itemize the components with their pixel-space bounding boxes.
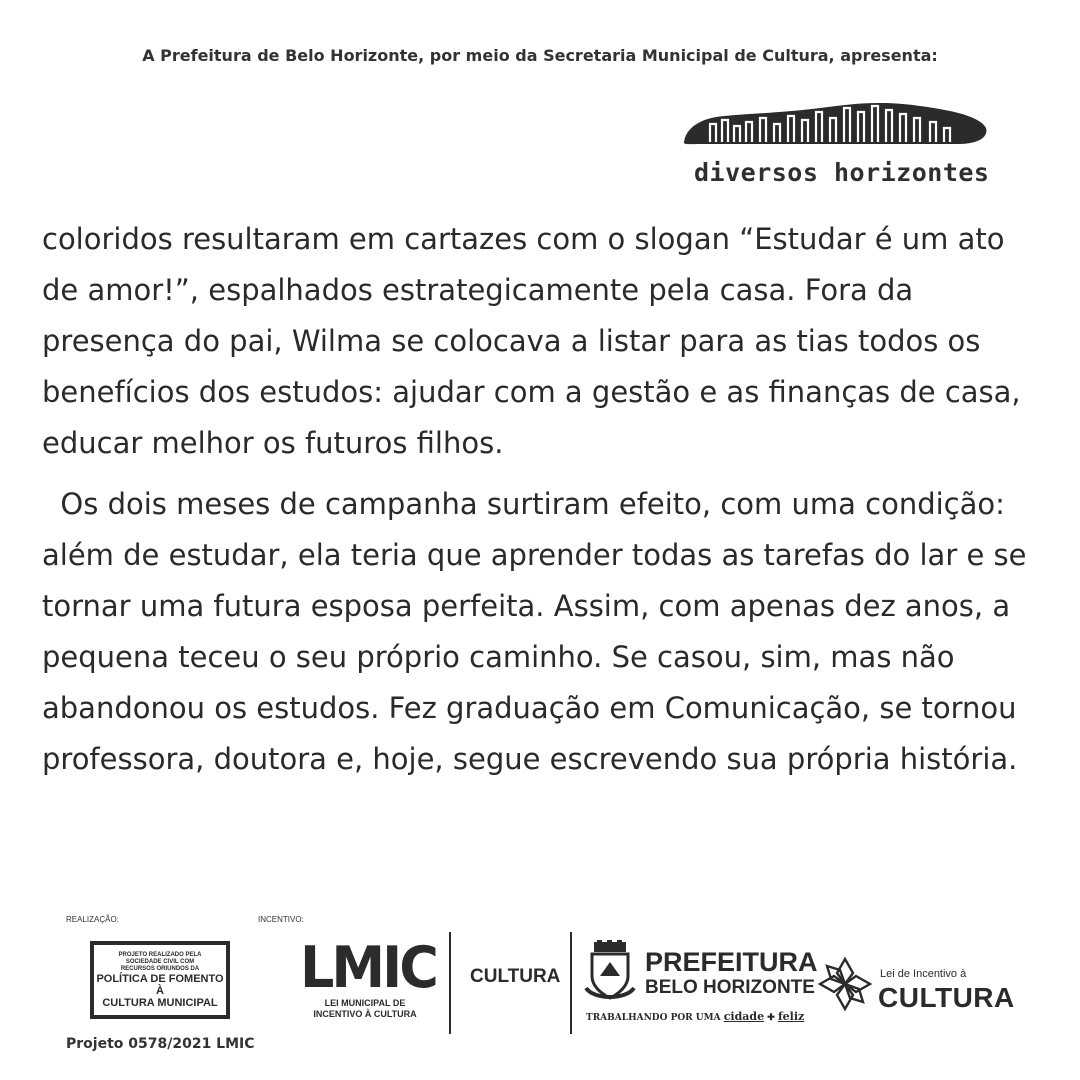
skyline-wave-icon xyxy=(680,98,990,160)
lei-incentivo-small: Lei de Incentivo à xyxy=(880,968,967,980)
paragraph-2 xyxy=(42,479,1042,785)
brand-logo xyxy=(680,98,990,190)
slogan-part: TRABALHANDO POR UMA xyxy=(586,1013,721,1023)
text-line: presença do pai, Wilma se colocava a listar para as tias todos os xyxy=(42,324,981,358)
paragraph-1 xyxy=(42,214,1042,469)
text-line: coloridos resultaram em cartazes com o slogan “Estudar é um ato xyxy=(42,222,1005,256)
lmic-subtitle-1: LEI MUNICIPAL DE xyxy=(324,998,406,1008)
lei-incentivo-big: CULTURA xyxy=(878,982,1015,1013)
text-line: além de estudar, ela teria que aprender todas as tarefas do lar e se xyxy=(42,538,1027,572)
plus-icon: ✚ xyxy=(767,1013,775,1023)
project-code: Projeto 0578/2021 LMIC xyxy=(66,1036,255,1052)
text-line: benefícios dos estudos: ajudar com a gestão e as finanças de casa, xyxy=(42,375,1021,409)
text-line: professora, doutora e, hoje, segue escrevendo sua própria história. xyxy=(42,742,1018,776)
realizacao-box xyxy=(90,941,230,1019)
pbh-subtitle: BELO HORIZONTE xyxy=(645,977,815,998)
text-line: abandonou os estudos. Fez graduação em Comunicação, se tornou xyxy=(42,691,1017,725)
realizacao-line: POLÍTICA DE FOMENTO À xyxy=(96,972,224,997)
text-line: Os dois meses de campanha surtiram efeito, com uma condição: xyxy=(42,487,1005,521)
star-flower-icon xyxy=(816,955,874,1013)
realizacao-line: CULTURA MUNICIPAL xyxy=(102,996,218,1009)
city-crest-icon xyxy=(584,940,636,1004)
brand-name: diversos horizontes xyxy=(694,158,990,187)
pbh-slogan xyxy=(586,1010,804,1023)
realizacao-line: PROJETO REALIZADO PELA xyxy=(118,951,202,958)
incentivo-label: INCENTIVO: xyxy=(258,915,304,924)
text-line: de amor!”, espalhados estrategicamente pela casa. Fora da xyxy=(42,273,914,307)
text-line: pequena teceu o seu próprio caminho. Se casou, sim, mas não xyxy=(42,640,955,674)
lmic-wordmark: LMIC xyxy=(300,934,436,1001)
lmic-logo xyxy=(300,934,436,1020)
divider xyxy=(570,932,572,1034)
slogan-part: feliz xyxy=(777,1010,805,1023)
realizacao-label: REALIZAÇÃO: xyxy=(66,915,119,924)
text-line: educar melhor os futuros filhos. xyxy=(42,426,504,460)
cultura-word: CULTURA xyxy=(470,966,561,987)
lmic-subtitle-2: INCENTIVO À CULTURA xyxy=(313,1009,417,1019)
body-text xyxy=(42,214,1042,785)
realizacao-line: RECURSOS ORIUNDOS DA xyxy=(120,965,200,972)
slogan-part: cidade xyxy=(723,1010,765,1023)
realizacao-line: SOCIEDADE CIVIL COM xyxy=(125,958,195,965)
presenter-line: A Prefeitura de Belo Horizonte, por meio da Secretaria Municipal de Cultura, apresenta: xyxy=(142,46,938,65)
text-line: tornar uma futura esposa perfeita. Assim, com apenas dez anos, a xyxy=(42,589,1011,623)
divider xyxy=(449,932,451,1034)
pbh-title: PREFEITURA xyxy=(645,947,818,977)
